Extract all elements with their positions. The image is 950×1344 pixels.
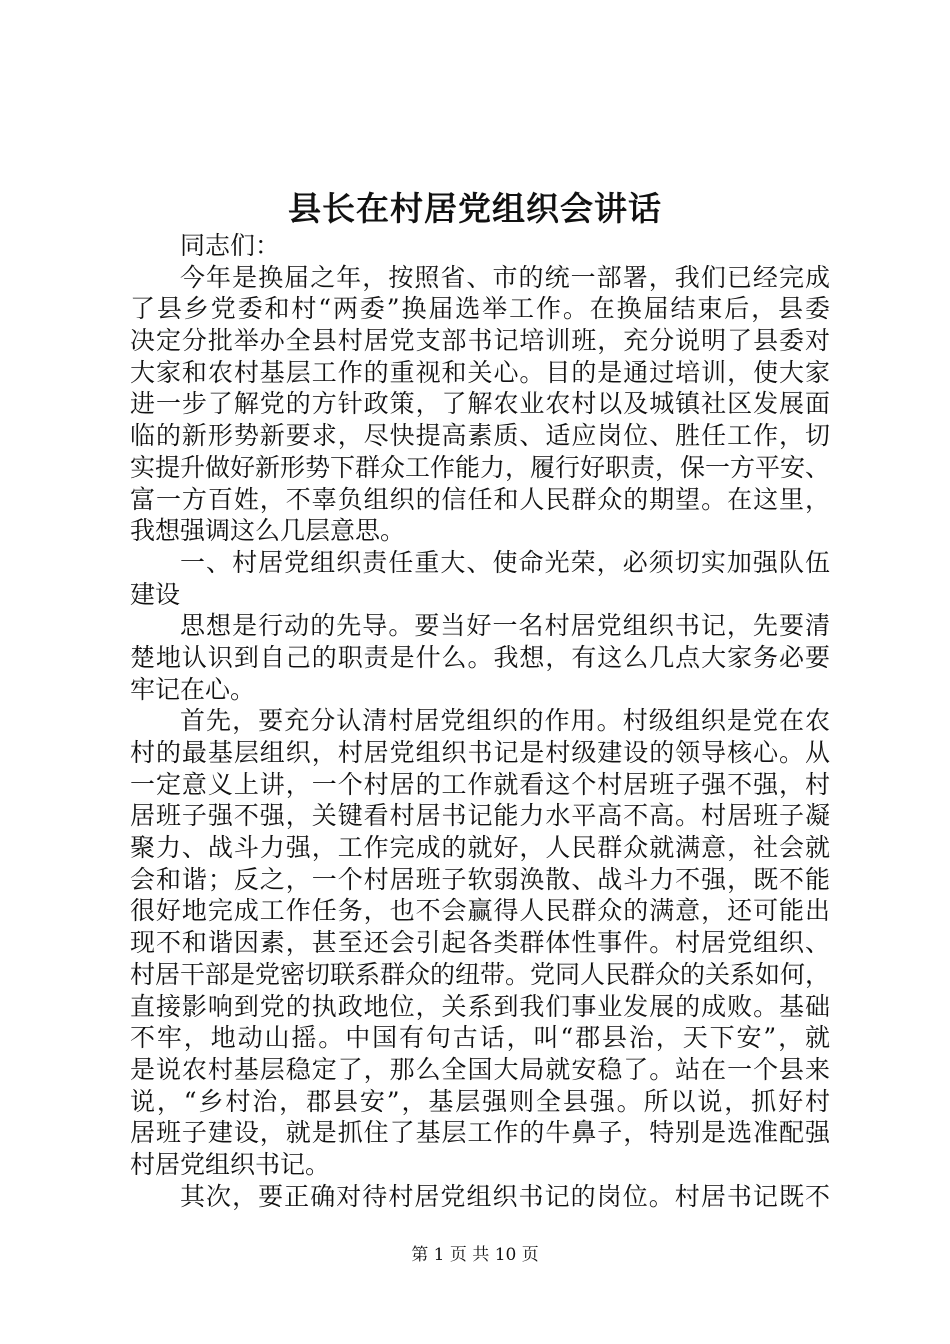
body-line: 临的新形势新要求，尽快提高素质、适应岗位、胜任工作，切 [130,421,830,451]
document-title: 县长在村居党组织会讲话 [288,189,662,228]
body-line: 不牢，地动山摇。中国有句古话，叫“郡县治，天下安”，就 [130,1023,830,1053]
body-line: 牢记在心。 [130,674,256,704]
body-line: 很好地完成工作任务，也不会赢得人民群众的满意，还可能出 [130,896,830,926]
body-line: 居班子建设，就是抓住了基层工作的牛鼻子，特别是选准配强 [130,1118,830,1148]
document-body [130,230,830,1212]
body-line: 一、村居党组织责任重大、使命光荣，必须切实加强队伍 [180,547,830,577]
body-line: 了县乡党委和村“两委”换届选举工作。在换届结束后，县委 [130,294,830,324]
body-line: 其次，要正确对待村居党组织书记的岗位。村居书记既不 [180,1181,830,1211]
body-line: 直接影响到党的执政地位，关系到我们事业发展的成败。基础 [130,991,830,1021]
body-line: 说，“乡村治，郡县安”，基层强则全县强。所以说，抓好村 [130,1086,830,1116]
body-line: 村居党组织书记。 [130,1149,331,1179]
body-line: 决定分批举办全县村居党支部书记培训班，充分说明了县委对 [130,326,830,356]
body-line: 建设 [130,579,181,609]
body-line: 是说农村基层稳定了，那么全国大局就安稳了。站在一个县来 [130,1054,830,1084]
body-line: 我想强调这么几层意思。 [130,516,406,546]
body-line: 同志们： [180,231,281,260]
body-line: 现不和谐因素，甚至还会引起各类群体性事件。村居党组织、 [130,928,830,958]
body-line: 今年是换届之年，按照省、市的统一部署，我们已经完成 [180,262,830,292]
body-line: 首先，要充分认清村居党组织的作用。村级组织是党在农 [180,706,830,736]
body-line: 进一步了解党的方针政策，了解农业农村以及城镇社区发展面 [130,389,830,419]
body-line: 楚地认识到自己的职责是什么。我想，有这么几点大家务必要 [130,642,830,672]
body-line: 实提升做好新形势下群众工作能力，履行好职责，保一方平安、 [130,452,831,482]
body-line: 会和谐；反之，一个村居班子软弱涣散、战斗力不强，既不能 [130,864,830,894]
page-footer: 第 1 页 共 10 页 [411,1245,539,1265]
body-line: 思想是行动的先导。要当好一名村居党组织书记，先要清 [180,611,830,641]
body-line: 聚力、战斗力强，工作完成的就好，人民群众就满意，社会就 [130,833,830,863]
body-line: 一定意义上讲，一个村居的工作就看这个村居班子强不强，村 [130,769,830,799]
body-line: 大家和农村基层工作的重视和关心。目的是通过培训，使大家 [130,357,830,387]
body-line: 富一方百姓，不辜负组织的信任和人民群众的期望。在这里， [130,484,830,514]
body-line: 居班子强不强，关键看村居书记能力水平高不高。村居班子凝 [130,801,830,831]
body-line: 村的最基层组织，村居党组织书记是村级建设的领导核心。从 [130,738,830,767]
body-line: 村居干部是党密切联系群众的纽带。党同人民群众的关系如何， [130,959,831,989]
